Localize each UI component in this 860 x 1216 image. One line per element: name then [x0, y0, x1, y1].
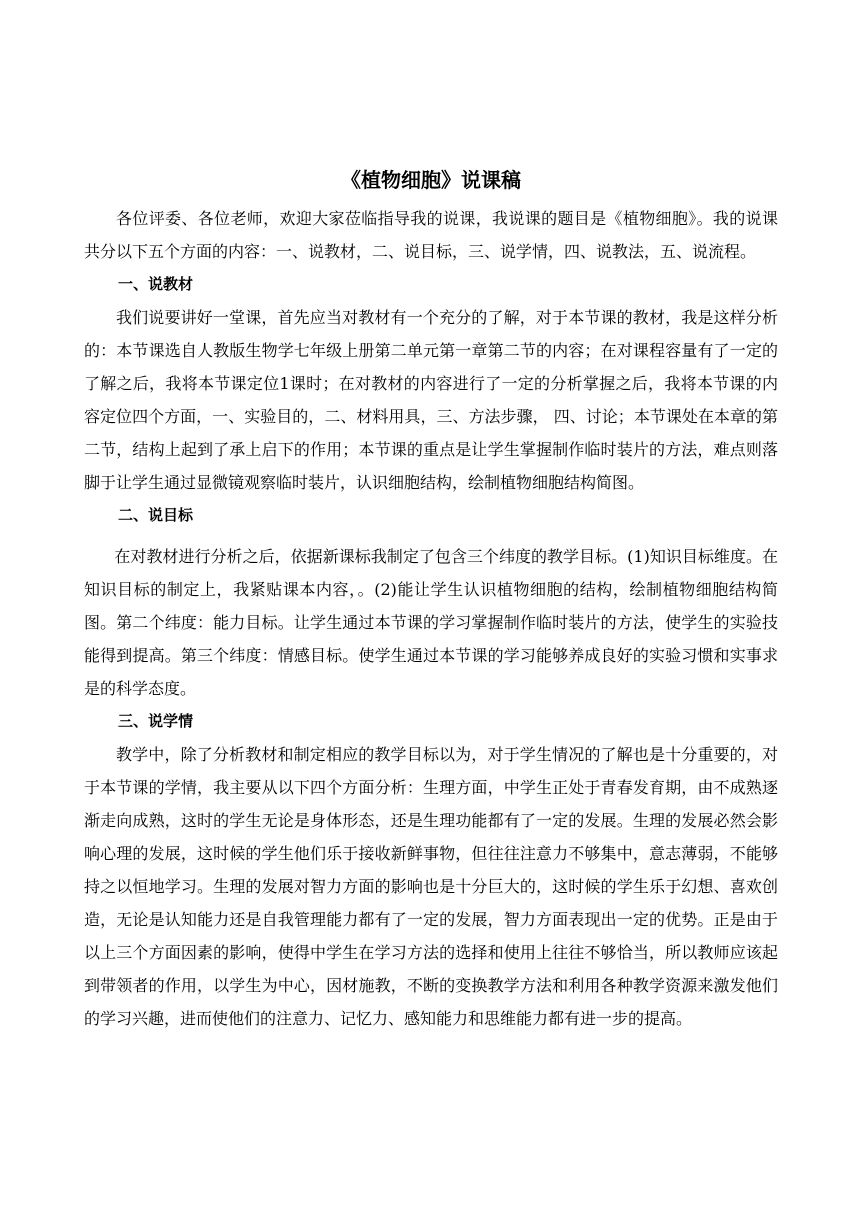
section-heading-objectives: 二、说目标 [118, 506, 194, 524]
section-body-learners: 教学中，除了分析教材和制定相应的教学目标以为，对于学生情况的了解也是十分重要的，对于本节课的学情，我主要从以下四个方面分析：生理方面，中学生正处于青春发育期，由不成熟逐渐走向成熟，这时的学生无论是身体形态，还是生理功能都有了一定的发展。生理的发展必然会影响心理的发展，这时候的学生他们乐于接收新鲜事物，但往往注意力不够集中，意志薄弱，不能够持之以恒地学习。生理的发展对智力方面的影响也是十分巨大的，这时候的学生乐于幻想、喜欢创造，无论是认知能力还是自我管理能力都有了一定的发展，智力方面表现出一定的优势。正是由于以上三个方面因素的影响，使得中学生在学习方法的选择和使用上往往不够恰当，所以教师应该起到带领者的作用，以学生为中心，因材施教，不断的变换教学方法和利用各种教学资源来激发他们的学习兴趣，进而使他们的注意力、记忆力、感知能力和思维能力都有进一步的提高。 [84, 745, 778, 1028]
document-page [84, 160, 778, 1035]
section-body-textbook: 我们说要讲好一堂课，首先应当对教材有一个充分的了解，对于本节课的教材，我是这样分析的：本节课选自人教版生物学七年级上册第二单元第一章第二节的内容；在对课程容量有了一定的了解之后，我将本节课定位1课时；在对教材的内容进行了一定的分析掌握之后，我将本节课的内容定位四个方面，一、实验目的，二、材料用具，三、方法步骤， 四、讨论；本节课处在本章的第二节，结构上起到了承上启下的作用；本节课的重点是让学生掌握制作临时装片的方法，难点则落脚于让学生通过显微镜观察临时装片，认识细胞结构，绘制植物细胞结构简图。 [84, 308, 778, 492]
intro-paragraph: 各位评委、各位老师，欢迎大家莅临指导我的说课，我说课的题目是《植物细胞》。我的说课共分以下五个方面的内容：一、说教材，二、说目标，三、说学情，四、说教法，五、说流程。 [84, 209, 778, 261]
document-title: 《植物细胞》说课稿 [341, 168, 521, 192]
section-heading-learners: 三、说学情 [118, 712, 194, 730]
section-heading-textbook: 一、说教材 [118, 275, 194, 293]
section-body-objectives: 在对教材进行分析之后，依据新课标我制定了包含三个纬度的教学目标。(1)知识目标维度。在知识目标的制定上，我紧贴课本内容，。(2)能让学生认识植物细胞的结构，绘制植物细胞结构简图。第二个纬度：能力目标。让学生通过本节课的学习掌握制作临时装片的方法，使学生的实验技能得到提高。第三个纬度：情感目标。使学生通过本节课的学习能够养成良好的实验习惯和实事求是的科学态度。 [84, 547, 778, 698]
